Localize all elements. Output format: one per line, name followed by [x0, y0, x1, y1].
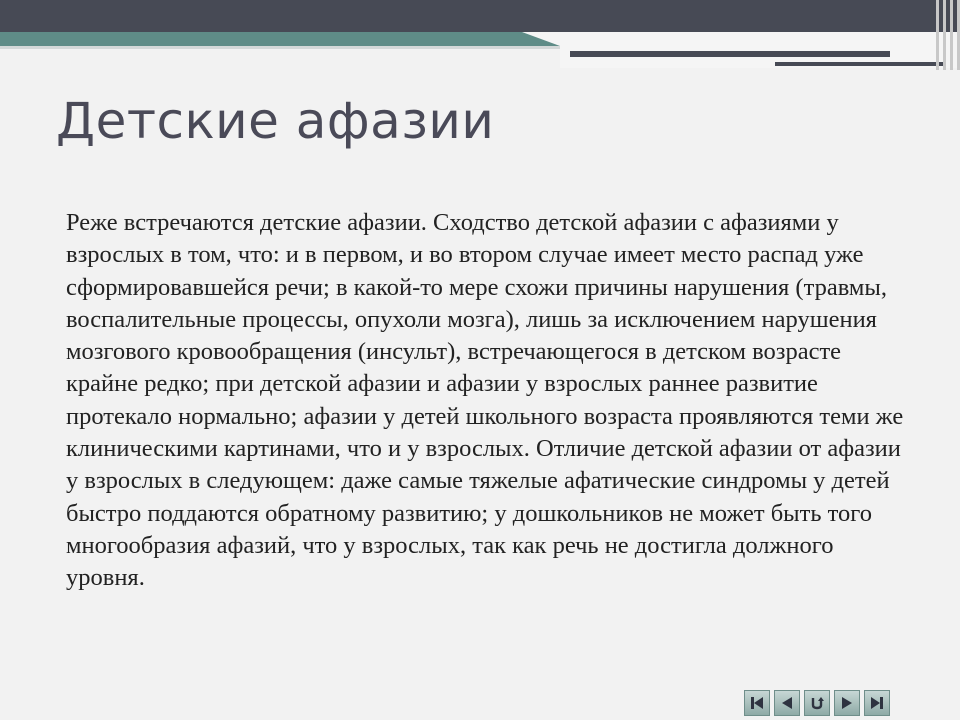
slide-title: Детские афазии	[56, 92, 495, 150]
decorative-line-short	[775, 62, 945, 66]
header-band	[0, 0, 960, 32]
corner-decoration	[934, 0, 960, 70]
last-slide-icon	[868, 694, 886, 712]
last-slide-button[interactable]	[864, 690, 890, 716]
next-slide-button[interactable]	[834, 690, 860, 716]
first-slide-icon	[748, 694, 766, 712]
previous-slide-icon	[778, 694, 796, 712]
slide-navigation	[744, 690, 890, 716]
decorative-line	[570, 51, 890, 57]
slide-body-text: Реже встречаются детские афазии. Сходство детской афазии с афазиями у взрослых в том, что: и в первом, и во втором случае имеет место распад уже сформировавшейся речи; в какой-то мере схожи причины нарушения (травмы, воспалительные процессы, опухоли мозга), лишь за исключением нарушения мозгового кровообращения (инсульт), встречающегося в детском возрасте крайне редко; при детской афазии и афазии у взрослых раннее развитие протекало нормально; афазии у детей школьного возраста проявляются теми же клиническими картинами, что и у взрослых. Отличие детской афазии от афазии у взрослых в следующем: даже самые тяжелые афатические синдромы у детей быстро поддаются обратному развитию; у дошкольников не может быть того многообразия афазий, что у взрослых, так как речь не достигла должного уровня.	[66, 209, 904, 592]
previous-slide-button[interactable]	[774, 690, 800, 716]
return-icon	[808, 694, 826, 712]
first-slide-button[interactable]	[744, 690, 770, 716]
next-slide-icon	[838, 694, 856, 712]
return-button[interactable]	[804, 690, 830, 716]
